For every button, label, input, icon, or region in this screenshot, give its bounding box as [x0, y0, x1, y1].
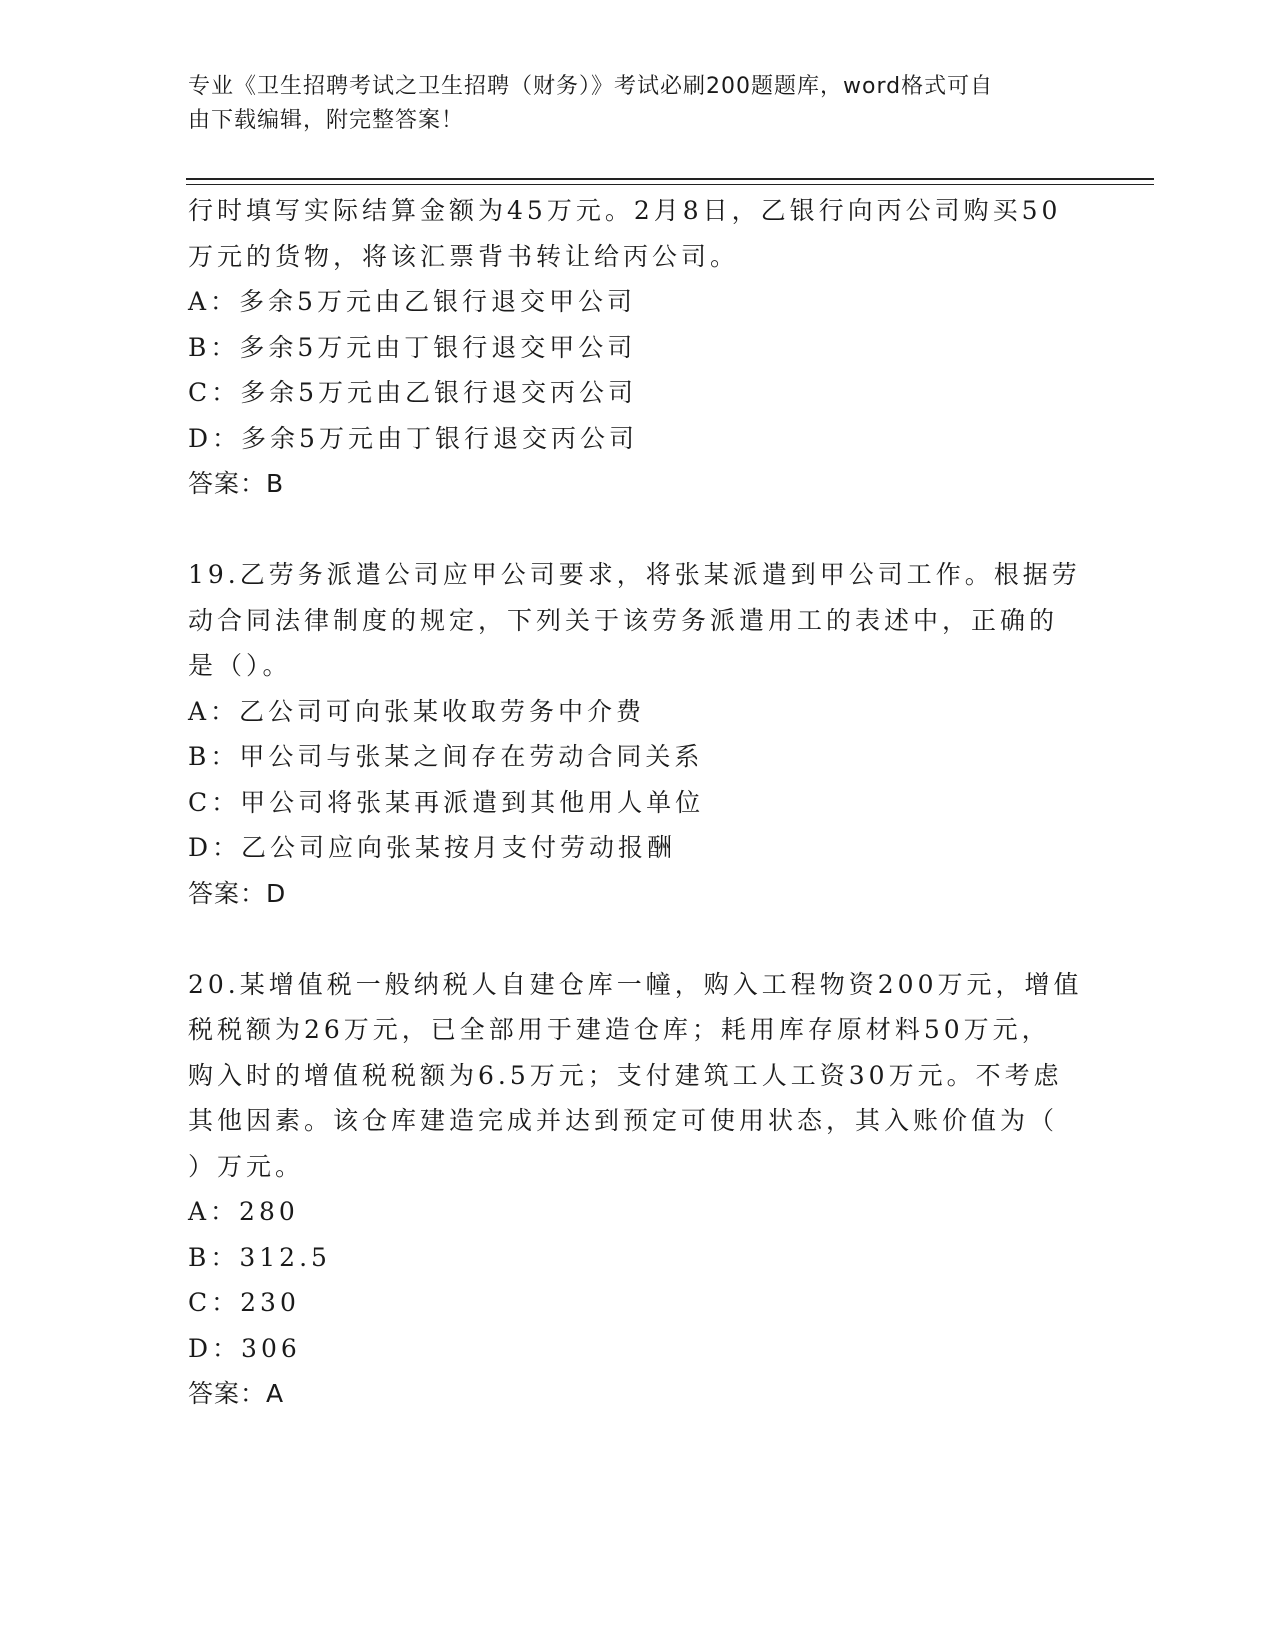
question-stem-line: 行时填写实际结算金额为45万元。2月8日，乙银行向丙公司购买50: [188, 196, 1062, 225]
question-19: [188, 552, 1088, 916]
answer-line: 答案：D: [188, 878, 287, 908]
option-c: C：甲公司将张某再派遣到其他用人单位: [188, 787, 705, 817]
question-stem-line: 购入时的增值税税额为6.5万元；支付建筑工人工资30万元。不考虑: [188, 1060, 1063, 1090]
option-b: B：甲公司与张某之间存在劳动合同关系: [188, 742, 704, 771]
option-a: A：280: [188, 1197, 299, 1226]
option-d: D：乙公司应向张某按月支付劳动报酬: [188, 833, 677, 862]
question-20: [188, 962, 1088, 1417]
question-stem-line: 20.某增值税一般纳税人自建仓库一幢，购入工程物资200万元，增值: [188, 969, 1083, 999]
header-line-1: 专业《卫生招聘考试之卫生招聘（财务）》考试必刷200题题库，word格式可自: [188, 74, 994, 99]
option-a: A：乙公司可向张某收取劳务中介费: [188, 696, 646, 726]
question-stem-line: 动合同法律制度的规定，下列关于该劳务派遣用工的表述中，正确的: [188, 605, 1059, 635]
option-c: C：多余5万元由乙银行退交丙公司: [188, 378, 638, 407]
document-body: [188, 188, 1088, 1417]
option-b: B：312.5: [188, 1242, 331, 1272]
document-header: [188, 70, 1088, 138]
option-d: D：多余5万元由丁银行退交丙公司: [188, 423, 638, 453]
question-stem-line: ）万元。: [188, 1151, 305, 1181]
answer-line: 答案：A: [188, 1379, 285, 1408]
question-stem-line: 19.乙劳务派遣公司应甲公司要求，将张某派遣到甲公司工作。根据劳: [188, 560, 1081, 589]
header-rule-thick: [186, 178, 1154, 180]
spacer: [188, 916, 1088, 962]
question-stem-line: 万元的货物，将该汇票背书转让给丙公司。: [188, 241, 740, 271]
question-stem-line: 其他因素。该仓库建造完成并达到预定可使用状态，其入账价值为（: [188, 1106, 1059, 1135]
answer-line: 答案：B: [188, 469, 285, 498]
option-c: C：230: [188, 1288, 300, 1317]
header-rule-thin: [186, 184, 1154, 185]
question-stem-line: 是（）。: [188, 651, 292, 680]
question-stem-line: 税税额为26万元，已全部用于建造仓库；耗用库存原材料50万元，: [188, 1015, 1051, 1044]
option-b: B：多余5万元由丁银行退交甲公司: [188, 332, 637, 362]
question-18: [188, 188, 1088, 507]
spacer: [188, 507, 1088, 553]
option-d: D：306: [188, 1333, 301, 1363]
option-a: A：多余5万元由乙银行退交甲公司: [188, 287, 636, 316]
header-line-2: 由下载编辑，附完整答案！: [188, 108, 465, 133]
